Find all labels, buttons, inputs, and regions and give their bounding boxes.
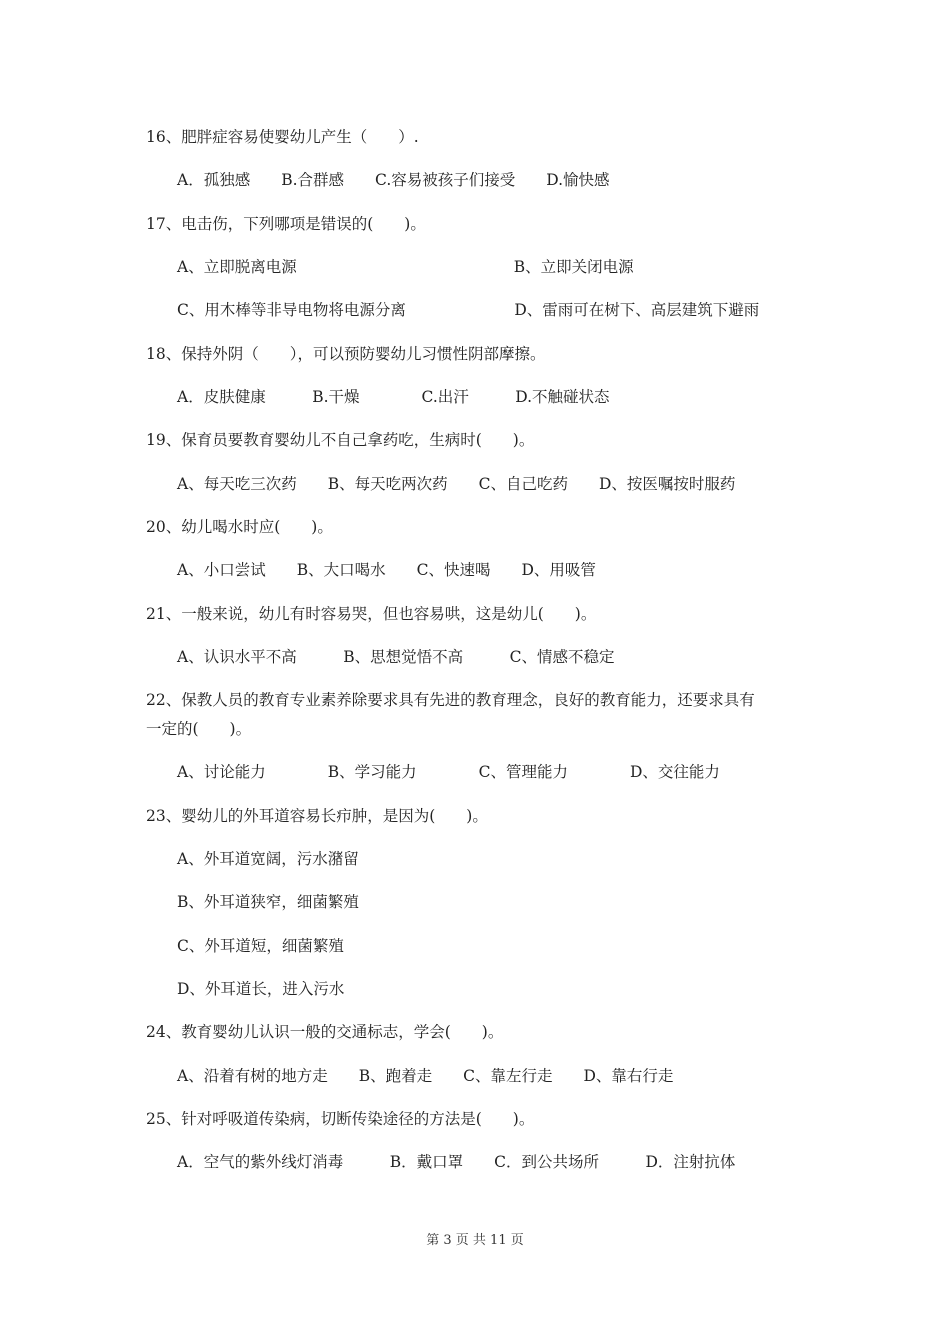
question-18: 18、保持外阴（ ），可以预防婴幼儿习惯性阴部摩擦。: [146, 345, 546, 363]
question-21-options: A、认识水平不高 B、思想觉悟不高 C、情感不稳定: [177, 648, 615, 666]
question-17-options-ab: A、立即脱离电源 B、立即关闭电源: [177, 258, 634, 276]
question-23-option-b: B、外耳道狭窄，细菌繁殖: [177, 893, 359, 911]
question-20: 20、幼儿喝水时应( )。: [146, 518, 333, 536]
question-16: 16、肥胖症容易使婴幼儿产生（ ）.: [146, 128, 419, 146]
question-23-option-d: D、外耳道长，进入污水: [177, 980, 345, 998]
question-19: 19、保育员要教育婴幼儿不自己拿药吃，生病时( )。: [146, 431, 535, 449]
question-23-option-c: C、外耳道短，细菌繁殖: [177, 937, 344, 955]
question-23-option-a: A、外耳道宽阔，污水潴留: [177, 850, 359, 868]
question-24: 24、教育婴幼儿认识一般的交通标志，学会( )。: [146, 1023, 504, 1041]
question-22-options: A、讨论能力 B、学习能力 C、管理能力 D、交往能力: [177, 763, 720, 781]
question-25: 25、针对呼吸道传染病，切断传染途径的方法是( )。: [146, 1110, 535, 1128]
question-20-options: A、小口尝试 B、大口喝水 C、快速喝 D、用吸管: [177, 561, 596, 579]
question-21: 21、一般来说，幼儿有时容易哭，但也容易哄，这是幼儿( )。: [146, 605, 597, 623]
page-number-footer: 第 3 页 共 11 页: [426, 1233, 524, 1248]
question-24-options: A、沿着有树的地方走 B、跑着走 C、靠左行走 D、靠右行走: [177, 1067, 674, 1085]
question-18-options: A．皮肤健康 B.干燥 C.出汗 D.不触碰状态: [177, 388, 610, 406]
question-23: 23、婴幼儿的外耳道容易长疖肿，是因为( )。: [146, 807, 488, 825]
question-17-options-cd: C、用木棒等非导电物将电源分离 D、雷雨可在树下、高层建筑下避雨: [177, 301, 760, 319]
question-16-options: A．孤独感 B.合群感 C.容易被孩子们接受 D.愉快感: [177, 171, 610, 189]
question-22-continued: 一定的( )。: [146, 720, 252, 738]
question-22: 22、保教人员的教育专业素养除要求具有先进的教育理念，良好的教育能力，还要求具有: [146, 691, 755, 709]
question-25-options: A．空气的紫外线灯消毒 B．戴口罩 C．到公共场所 D．注射抗体: [177, 1153, 736, 1171]
question-17: 17、电击伤，下列哪项是错误的( )。: [146, 215, 426, 233]
question-19-options: A、每天吃三次药 B、每天吃两次药 C、自己吃药 D、按医嘱按时服药: [177, 475, 736, 493]
